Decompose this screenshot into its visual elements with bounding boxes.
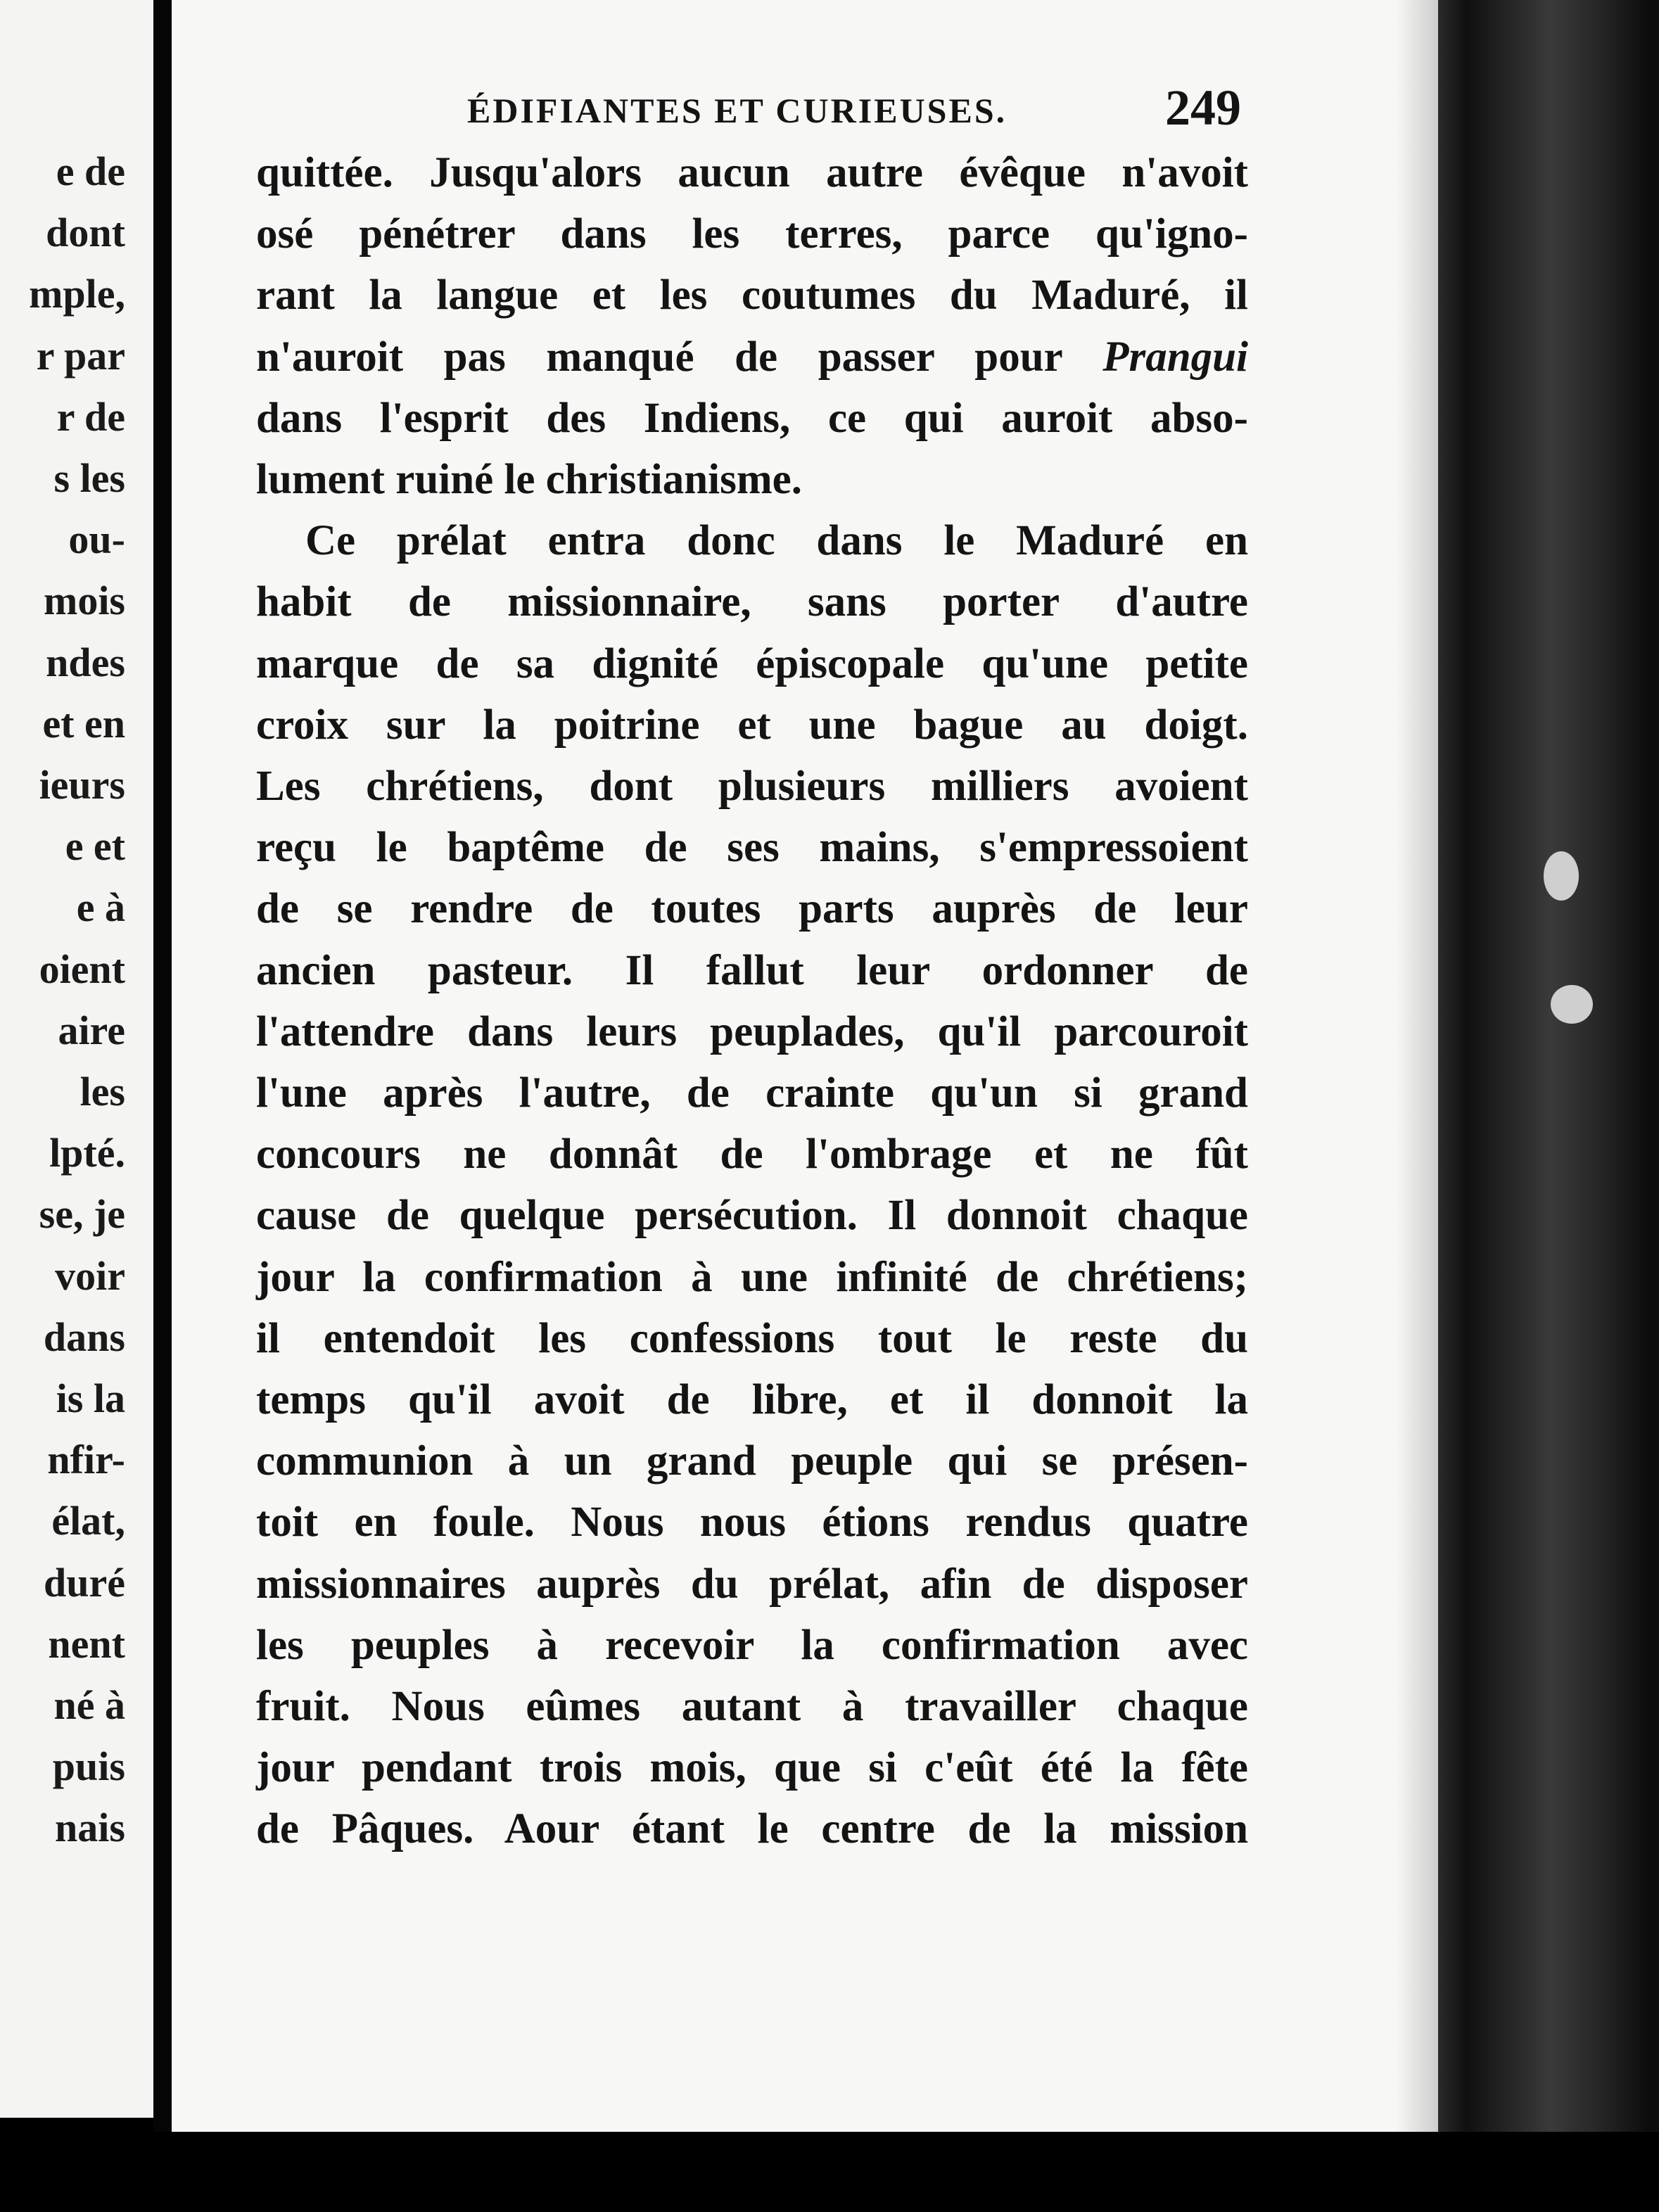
- scan-bottom-band: [0, 2132, 1659, 2212]
- left-page-line-fragment: nfir-: [47, 1437, 125, 1483]
- italic-word: Prangui: [1102, 333, 1248, 381]
- body-text-line: rant la langue et les coutumes du Maduré, il: [256, 272, 1248, 319]
- body-text-line: temps qu'il avoit de libre, et il donnoit la: [256, 1376, 1248, 1423]
- body-text-line: il entendoit les confessions tout le reste du: [256, 1314, 1248, 1362]
- left-page-line-fragment: nent: [48, 1620, 125, 1667]
- body-text-line: habit de missionnaire, sans porter d'autre: [256, 578, 1248, 626]
- body-text-line: osé pénétrer dans les terres, parce qu'igno-: [256, 210, 1248, 258]
- body-text-line: de se rendre de toutes parts auprès de leur: [256, 885, 1248, 933]
- main-page: [172, 0, 1438, 2132]
- scan-speck: [1551, 985, 1593, 1024]
- left-page-line-fragment: r de: [56, 393, 125, 440]
- body-text-line: cause de quelque persécution. Il donnoit chaque: [256, 1192, 1248, 1240]
- left-page-line-fragment: né à: [53, 1682, 125, 1728]
- body-text-line: lument ruiné le christianisme.: [256, 456, 802, 503]
- left-page-line-fragment: voir: [55, 1252, 125, 1299]
- left-facing-page: [0, 0, 153, 2118]
- body-text-line: reçu le baptême de ses mains, s'empressoient: [256, 824, 1248, 872]
- left-page-line-fragment: lpté.: [49, 1130, 125, 1176]
- running-title: ÉDIFIANTES ET CURIEUSES.: [467, 91, 1008, 130]
- left-page-line-fragment: se, je: [39, 1191, 125, 1238]
- body-text-line: croix sur la poitrine et une bague au doigt.: [256, 701, 1248, 749]
- left-page-line-fragment: ndes: [46, 639, 125, 685]
- left-page-line-fragment: e à: [76, 884, 125, 931]
- body-text-line: l'attendre dans leurs peuplades, qu'il parcouroit: [256, 1008, 1248, 1055]
- left-page-line-fragment: ieurs: [39, 762, 125, 808]
- left-page-line-fragment: mple,: [29, 271, 125, 317]
- left-page-line-fragment: duré: [44, 1559, 125, 1606]
- left-page-line-fragment: dans: [43, 1314, 125, 1360]
- scan-speck: [1544, 851, 1579, 901]
- body-text-line: concours ne donnât de l'ombrage et ne fût: [256, 1131, 1248, 1178]
- body-text-line: Ce prélat entra donc dans le Maduré en: [305, 517, 1248, 565]
- body-text-line: marque de sa dignité épiscopale qu'une petite: [256, 640, 1248, 687]
- left-page-line-fragment: oient: [39, 946, 125, 992]
- left-page-line-fragment: puis: [52, 1743, 125, 1790]
- body-text-line: toit en foule. Nous nous étions rendus quatre: [256, 1499, 1248, 1546]
- left-page-line-fragment: dont: [46, 210, 125, 256]
- body-text-line: Les chrétiens, dont plusieurs milliers avoient: [256, 763, 1248, 810]
- body-text-line: missionnaires auprès du prélat, afin de disposer: [256, 1560, 1248, 1608]
- body-text-line: communion à un grand peuple qui se présen-: [256, 1437, 1248, 1485]
- body-text-line: dans l'esprit des Indiens, ce qui auroit abso-: [256, 394, 1248, 442]
- body-text-line: quittée. Jusqu'alors aucun autre évêque n'avoit: [256, 149, 1248, 196]
- body-text-line: fruit. Nous eûmes autant à travailler chaque: [256, 1683, 1248, 1730]
- left-page-line-fragment: s les: [53, 455, 125, 501]
- left-page-line-fragment: e et: [65, 823, 125, 870]
- body-text-line: de Pâques. Aour étant le centre de la mission: [256, 1805, 1248, 1853]
- binding-edge: [1438, 0, 1659, 2212]
- left-page-line-fragment: aire: [58, 1007, 125, 1053]
- left-page-line-fragment: is la: [56, 1375, 125, 1421]
- body-text-line: l'une après l'autre, de crainte qu'un si grand: [256, 1069, 1248, 1117]
- body-text-line: jour pendant trois mois, que si c'eût été la fête: [256, 1744, 1248, 1792]
- left-page-line-fragment: ou-: [68, 516, 125, 563]
- page-gutter: [153, 0, 172, 2212]
- left-page-line-fragment: nais: [55, 1805, 125, 1851]
- body-text-line: les peuples à recevoir la confirmation avec: [256, 1621, 1248, 1669]
- body-text-line: jour la confirmation à une infinité de chrétiens;: [256, 1253, 1248, 1301]
- page-number: 249: [1165, 80, 1241, 136]
- left-page-line-fragment: les: [80, 1069, 125, 1114]
- left-page-line-fragment: mois: [44, 578, 125, 624]
- left-page-line-fragment: e de: [56, 148, 125, 194]
- body-text-line: ancien pasteur. Il fallut leur ordonner de: [256, 946, 1248, 994]
- left-page-line-fragment: r par: [36, 332, 125, 379]
- page-edge-shadow: [1396, 0, 1438, 2132]
- left-page-line-fragment: et en: [42, 700, 125, 746]
- left-page-line-fragment: élat,: [51, 1498, 125, 1544]
- body-text-line: n'auroit pas manqué de passer pour Prangui: [256, 333, 1248, 381]
